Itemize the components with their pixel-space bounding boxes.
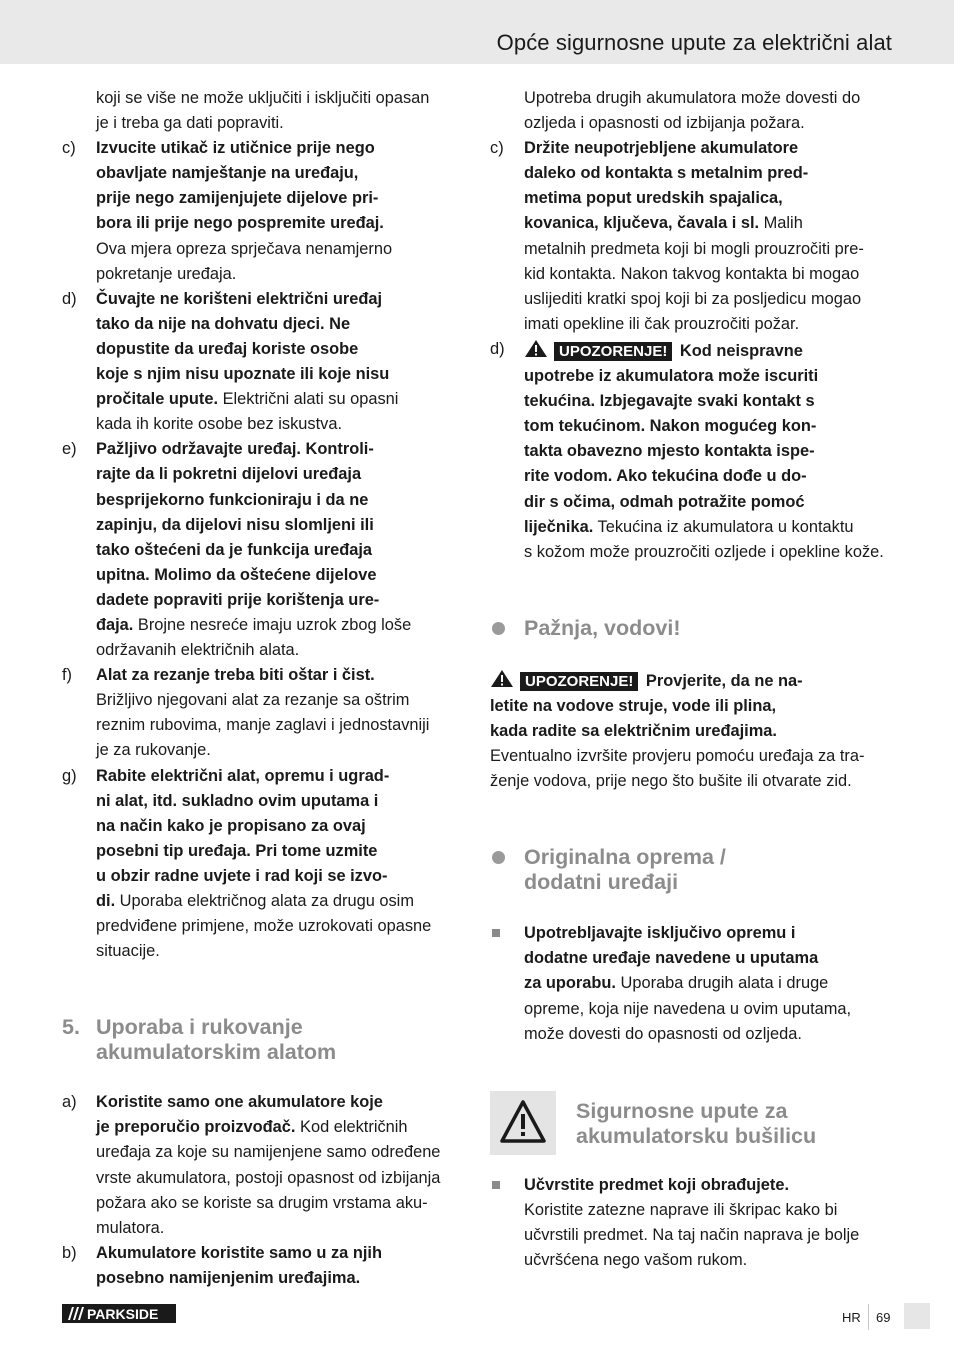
list-item-d-right: d) UPOZORENJE! Kod neispravne upotrebe iz akumulatora može iscuriti tekućina. Izbjegavajte svaki kontakt s tom tekućinom. Nakon mogućeg kon- takta obavezno mjesto kontakta ispe- rite vodom. Ako tekućina dođe u do- dir s očima, odmah potražite pomoć liječnika. Tekućina iz akumulatora u kontaktu s kožom može prouzročiti ozljede i opekline kože. bbox=[490, 339, 884, 561]
accessories-heading: Originalna oprema / dodatni uređaji bbox=[490, 845, 894, 895]
warning-badge: UPOZORENJE! bbox=[520, 672, 638, 691]
list-item-c: c) Izvucite utikač iz utičnice prije nego obavljate namještanje na uređaju, prije nego zamijenjujete dijelove pri- bora ili prije nego pospremite uređaj. Ova mjera opreza sprječava nenamjerno pokretanje uređaja. bbox=[62, 139, 393, 283]
page-header bbox=[0, 0, 954, 64]
pipes-warning: UPOZORENJE! Provjerite, da ne na- letite na vodove struje, vode ili plina, kada radite sa električnim uređajima. Eventualno izvršite provjeru pomoću uređaja za tra- ženje vodova, prije nego što bušite ili otvarate zid. bbox=[490, 667, 894, 794]
warning-box bbox=[490, 1091, 556, 1155]
drill-item: Učvrstite predmet koji obrađujete. Koristite zatezne naprave ili škripac kako bi učvrstili predmet. Na taj način naprava je bolje učvršćena nego vašom rukom. bbox=[490, 1173, 894, 1273]
warning-triangle-icon bbox=[490, 669, 514, 688]
footer-divider bbox=[868, 1304, 869, 1330]
list-item-d: d) Čuvajte ne korišteni električni uređaj tako da nije na dohvatu djeci. Ne dopustite da uređaj koriste osobe koje s njim nisu upoznate ili koje nisu pročitale upute. Električni alati su opasni kada ih korite osobe bez iskustva. bbox=[62, 289, 399, 434]
brand-name: PARKSIDE bbox=[87, 1306, 159, 1322]
pipes-heading: Pažnja, vodovi! bbox=[490, 616, 894, 641]
parkside-logo bbox=[62, 1304, 176, 1323]
footer-tab bbox=[904, 1303, 930, 1329]
bullet-square-icon bbox=[492, 929, 500, 937]
list-item-b: b) Akumulatore koristite samo u za njih posebno namijenjenim uređajima. bbox=[62, 1243, 382, 1287]
list-item-f: f) Alat za rezanje treba biti oštar i čist. Brižljivo njegovani alat za rezanje sa oštrim reznim rubovima, manje zaglavi i jednostavniji je za rukovanje. bbox=[62, 666, 430, 760]
right-column bbox=[490, 86, 894, 1273]
intro-text-right: Upotreba drugih akumulatora može dovesti do ozljeda i opasnosti od izbijanja požara. bbox=[524, 89, 861, 133]
list-item-g: g) Rabite električni alat, opremu i ugrad- ni alat, itd. sukladno ovim uputama i na način kako je propisano za ovaj posebni tip uređaja. Pri tome uzmite u obzir radne uvjete i rad koji se izvo- di. Uporaba električnog alata za drugu osim predviđene primjene, može uzrokovati opasne situacije. bbox=[62, 766, 432, 961]
intro-text: koji se više ne može uključiti i isključiti opasan je i treba ga dati popraviti. bbox=[96, 89, 430, 133]
bullet-dot-icon bbox=[492, 622, 505, 635]
bullet-dot-icon bbox=[492, 851, 505, 864]
page-title: Opće sigurnosne upute za električni alat bbox=[496, 30, 892, 55]
list-item-c-right: c) Držite neupotrjebljene akumulatore daleko od kontakta s metalnim pred- metima poput uredskih spajalica, kovanica, ključeva, čavala i sl. Malih metalnih predmeta koji bi mogli prouzročiti pre- kid kontakta. Nakon takvog kontakta bi mogao uslijediti kratki spoj koji bi za posljedicu mogao imati opekline ili čak prouzročiti požar. bbox=[490, 139, 864, 333]
list-item-a: a) Koristite samo one akumulatore koje je preporučio proizvođač. Kod električnih uređaja za koje su namijenjene samo određene vrste akumulatora, postoji opasnost od izbijanja požara ako se koriste sa drugim vrstama aku- mulatora. bbox=[62, 1093, 441, 1237]
warning-triangle-icon bbox=[524, 339, 548, 358]
bullet-square-icon bbox=[492, 1181, 500, 1189]
language-code: HR bbox=[842, 1310, 861, 1325]
list-item-e: e) Pažljivo održavajte uređaj. Kontroli- rajte da li pokretni dijelovi uređaja besprijekorno funkcioniraju i da ne zapinju, da dijelovi nisu slomljeni ili tako oštećeni da je funkcija uređaja upitna. Molimo da oštećene dijelove dadete popraviti prije korištenja ure- đaja. Brojne nesreće imaju uzrok zbog loše održavanih električnih alata. bbox=[62, 440, 412, 660]
warning-badge: UPOZORENJE! bbox=[554, 342, 672, 361]
warning-triangle-icon bbox=[499, 1099, 547, 1145]
section-5-heading: 5. Uporaba i rukovanje akumulatorskim alatom bbox=[62, 1015, 337, 1065]
page-number: 69 bbox=[876, 1310, 891, 1325]
accessories-item: Upotrebljavajte isključivo opremu i dodatne uređaje navedene u uputama za uporabu. Uporaba drugih alata i druge opreme, koja nije navedena u ovim uputama, može dovesti do opasnosti od ozljeda. bbox=[490, 921, 894, 1046]
drill-safety-heading: Sigurnosne upute za akumulatorsku bušilicu bbox=[490, 1091, 894, 1155]
left-column bbox=[62, 86, 466, 1291]
